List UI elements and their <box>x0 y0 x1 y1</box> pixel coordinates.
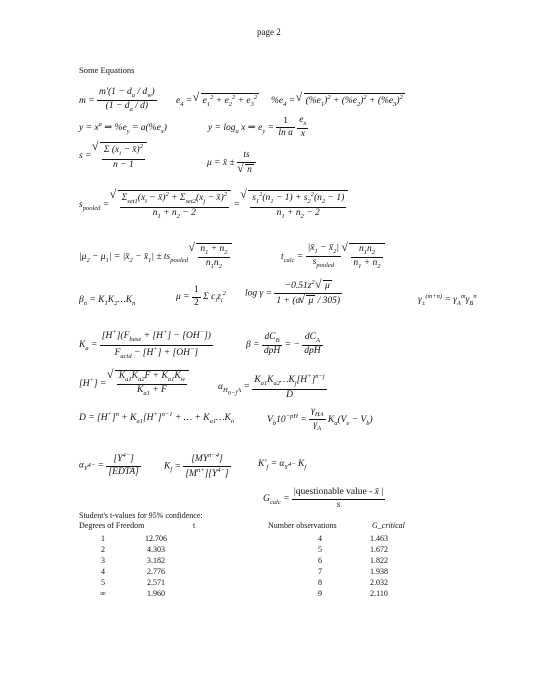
t-table-df: 5 <box>101 578 105 587</box>
equation-percent-error: $\%e_4$ = √ $(\%e_1)^2 + (\%e_2)^2 + (\%e_3)^2$ <box>271 93 405 109</box>
t-table-caption: Student's t-values for 95% confidence: <box>79 511 203 520</box>
t-table-value: 12.706 <box>145 534 167 543</box>
t-table-header-t: t <box>193 521 196 530</box>
t-table-value: 4.303 <box>147 545 165 554</box>
g-table-value: 2.032 <box>370 578 388 587</box>
equation-alpha-y: $\alpha_{Y^{4-}}$ = $[Y^{4-}]$ [EDTA] <box>79 452 139 477</box>
g-table-n: 7 <box>318 567 322 576</box>
equation-mean-activity: $\gamma_\pm^{(m+n)} = \gamma_A^m\gamma_B^n$ <box>418 293 477 308</box>
equation-debye-huckel: log γ = $\frac{-0.51z^2 √ \mu}{1 + (\alpha√ \mu / 305)}$ <box>245 280 342 306</box>
equation-abs-error: $e_4$ = √ $e_1^2 + e_2^2 + e_3^2$ <box>176 93 259 109</box>
equation-mass-correction: m = $\frac{m'(1 - d_a / d_w)}{(1 - d_a / d)}$ <box>79 87 155 114</box>
t-table-df: 4 <box>101 567 105 576</box>
equation-fraction-species: $\alpha_{H_{n-j}A}$ = $\frac{K_{a1}K_{a2}\dots K_j[H^+]^{n-j}}{D}$ <box>218 373 325 400</box>
g-table-n: 4 <box>318 534 322 543</box>
g-table-value: 1.672 <box>370 545 388 554</box>
t-table-value: 2.571 <box>147 578 165 587</box>
equation-ionic-strength: μ = $\frac{1}{2}$ Σ $c_iz_i^2$ <box>176 285 226 308</box>
equation-std-dev: s = √ $\frac{\Sigma (x_i - x̄)^2}{n - 1}$ <box>79 142 147 170</box>
section-title: Some Equations <box>79 65 135 75</box>
equation-t-calc: $t_{calc}$ = $|x̄_1$ − $x̄_2|$ $s_{pooled}$ √ $\frac{n_1n_2}{n_1 + n_2}$ <box>281 243 385 271</box>
t-table-df: 2 <box>101 545 105 554</box>
g-table-value: 1.938 <box>370 567 388 576</box>
equation-log-error: $y = \log_a x$ ⇒ $e_y$ = $\frac{1}{\text{ln a}}$ $\frac{e_x}{x}$ <box>208 115 307 140</box>
g-table-value: 2.110 <box>370 589 388 598</box>
t-table-header-df: Degrees of Freedom <box>79 521 145 530</box>
g-table-value: 1.463 <box>370 534 388 543</box>
equation-power-error: $y = x^a$ ⇒ $\%e_y = a(\%e_x)$ <box>79 121 167 136</box>
t-table-value: 2.776 <box>147 567 165 576</box>
g-table-header-g: G_critical <box>372 521 405 530</box>
equation-intermediate-h: [H+] = √ $\frac{K_{a1}K_{a2}F + K_{a1}K_w}{K_{a1} + F}$ <box>79 370 189 398</box>
equation-gran-plot: $V_b10^{-pH}$ = $\gamma_{HA}$ $\gamma_A$ $K_a(V_e - V_b)$ <box>267 406 373 433</box>
equation-d-denominator: $D = [H^+]^n + K_{a1}[H^+]^{n-1}$ + … + $K_{a1}\dots K_n$ <box>79 411 235 426</box>
g-table-value: 1.822 <box>370 556 388 565</box>
equation-kf: $K_f$ = $[MY^{n-4}]$ $[M^{n+}][Y^{4-}]$ <box>164 452 229 479</box>
equation-confidence-interval: μ = x̄ ± ts √ n <box>207 151 256 175</box>
equation-conditional-kf: $K'_f = \alpha_{Y^{4-}}$ $K_f$ <box>258 459 307 471</box>
g-table-n: 6 <box>318 556 322 565</box>
equation-buffer-capacity: β = $dC_B$ dpH = − $dC_A$ dpH <box>246 332 321 357</box>
equation-mean-difference: $|\mu_2 - \mu_1|$ = $|x̄_2$ − $x̄_1| \pm ts_{pooled}$ √ $\frac{n_1 + n_2}{n_1n_2}$ <box>79 243 232 271</box>
g-table-header-n: Number observations <box>268 521 337 530</box>
g-table-n: 5 <box>318 545 322 554</box>
g-table-n: 9 <box>318 589 322 598</box>
equation-s-pooled: $s_{pooled}$ = √ $\Sigma_{set1}(x_i$ − x̄)$^2$ + $\Sigma_{set2}(x_j$ − x̄)$^2$ $n_1 + n_2 - 2$ = √ $\frac{s_1^2(n_1 - 1) + s_2^2(n_2 - 1)}{n_1 + n_2 - 2}$ <box>79 190 348 220</box>
t-table-df: 3 <box>101 556 105 565</box>
page-number: page 2 <box>257 27 281 37</box>
t-table-df: ∞ <box>100 589 106 598</box>
equation-ka: $K_a$ = $[H^+](F_{base} + [H^+] - [OH^-])$ $F_{acid} - [H^+] + [OH^-]$ <box>79 329 211 360</box>
g-table-n: 8 <box>318 578 322 587</box>
t-table-value: 1.960 <box>147 589 165 598</box>
t-table-df: 1 <box>101 534 105 543</box>
equation-g-calc: $G_{calc}$ = |questionable value - x̄ | s <box>263 487 384 510</box>
t-table-value: 3.182 <box>147 556 165 565</box>
equation-beta-n: $\beta_n$ = $K_1K_2\dots K_n$ <box>79 295 136 307</box>
